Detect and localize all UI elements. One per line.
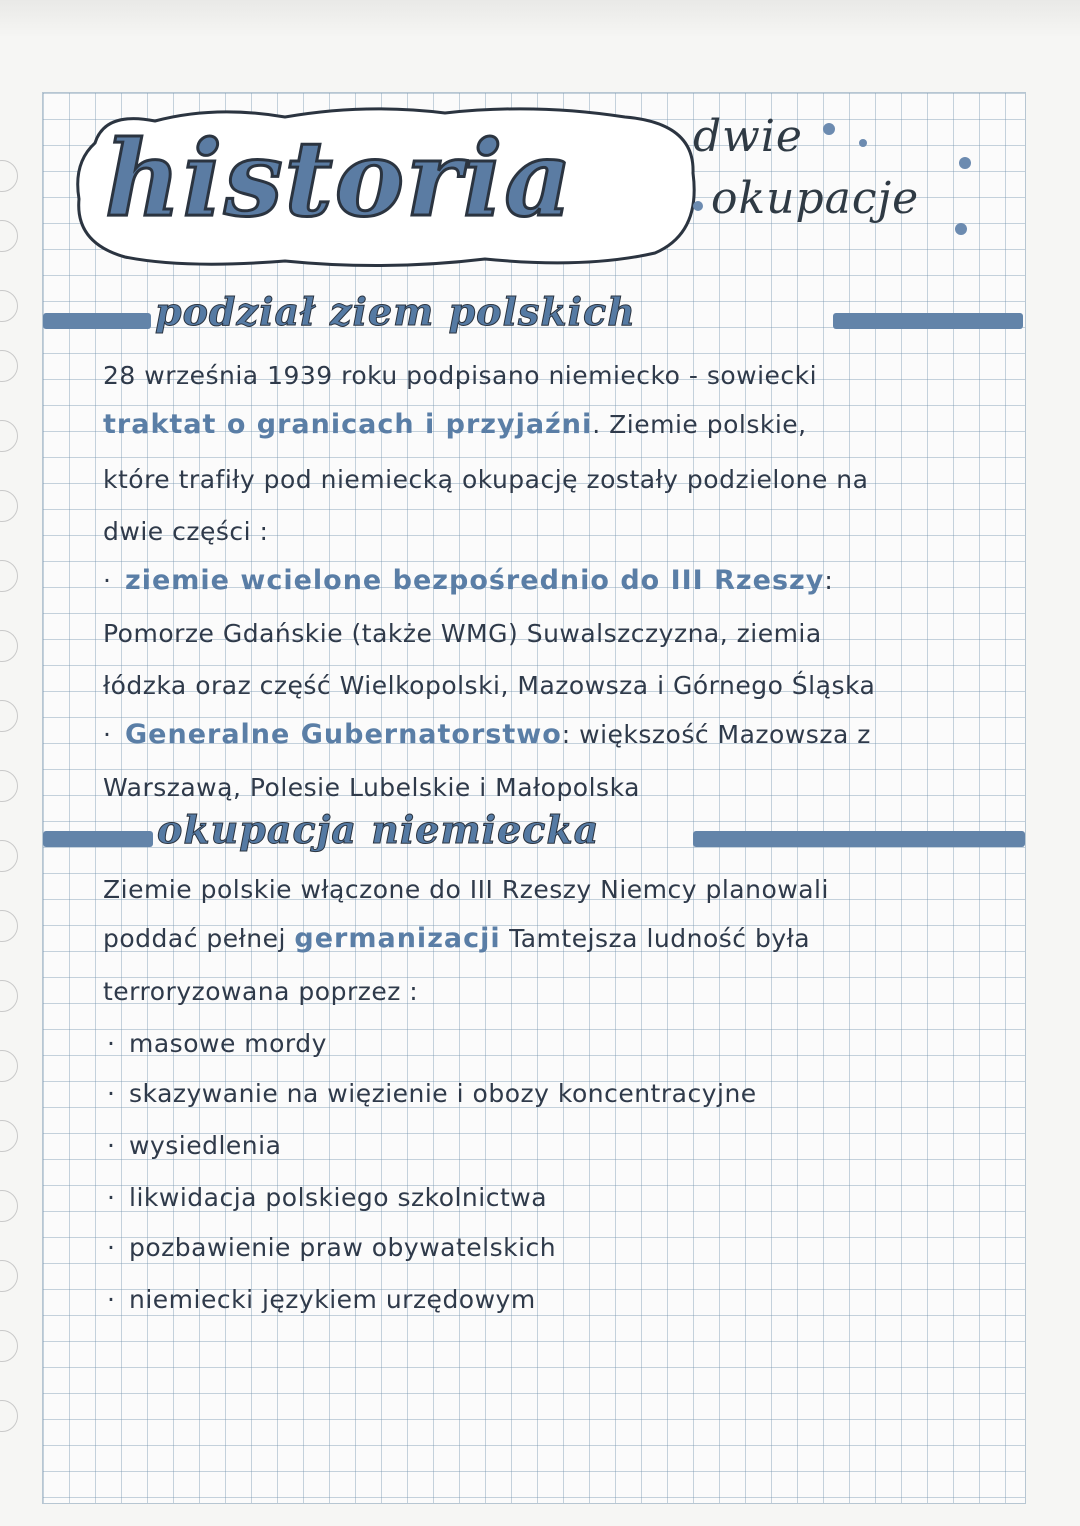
text-span: . Ziemie polskie,	[592, 410, 807, 439]
page-title-block	[65, 103, 705, 271]
bullet-dot: ·	[107, 1233, 116, 1262]
text-line: terroryzowana poprzez :	[103, 977, 419, 1006]
binder-hole	[0, 160, 18, 192]
binder-hole	[0, 290, 18, 322]
text-line: które trafiły pod niemiecką okupację zostały podzielone na	[103, 465, 869, 494]
binder-hole	[0, 560, 18, 592]
section-header-okupacja	[43, 807, 1025, 869]
text-line: Ziemie polskie włączone do III Rzeszy Niemcy planowali	[103, 875, 829, 904]
binder-hole	[0, 910, 18, 942]
binder-hole	[0, 630, 18, 662]
text-span: : większość Mazowsza z	[561, 720, 871, 749]
list-item-text: wysiedlenia	[129, 1131, 282, 1160]
list-item	[107, 1131, 281, 1160]
page-title: historia	[105, 117, 574, 240]
decorative-dot	[959, 157, 971, 169]
section-header-podzial	[43, 289, 1025, 351]
highlight-term: traktat o granicach i przyjaźni	[103, 409, 593, 440]
text-span: :	[824, 566, 834, 595]
bullet-dot: ·	[107, 1029, 116, 1058]
bullet-dot: ·	[103, 566, 112, 595]
text-line: łódzka oraz część Wielkopolski, Mazowsza i Górnego Śląska	[103, 671, 876, 700]
bullet-line	[103, 565, 833, 596]
bullet-dot: ·	[107, 1183, 116, 1212]
subtitle-line-2: okupacje	[711, 173, 920, 224]
list-item	[107, 1079, 757, 1108]
list-item	[107, 1183, 547, 1212]
list-item-text: niemiecki językiem urzędowym	[129, 1285, 536, 1314]
list-item	[107, 1029, 327, 1058]
bullet-dot: ·	[107, 1079, 116, 1108]
text-line	[103, 409, 807, 440]
section-title: okupacja niemiecka	[157, 807, 600, 852]
list-item-text: masowe mordy	[129, 1029, 327, 1058]
binder-hole	[0, 1260, 18, 1292]
highlight-term: germanizacji	[294, 923, 501, 954]
list-item-text: likwidacja polskiego szkolnictwa	[129, 1183, 548, 1212]
grid-paper-sheet	[42, 92, 1026, 1504]
highlight-term: Generalne Gubernatorstwo	[125, 719, 562, 750]
binder-hole	[0, 420, 18, 452]
binder-hole	[0, 840, 18, 872]
list-item	[107, 1285, 536, 1314]
list-item-text: skazywanie na więzienie i obozy koncentracyjne	[129, 1079, 757, 1108]
section-bar-left	[43, 313, 151, 329]
text-line: 28 września 1939 roku podpisano niemiecko - sowiecki	[103, 361, 818, 390]
text-span: poddać pełnej	[103, 924, 286, 953]
binder-hole	[0, 770, 18, 802]
binder-hole	[0, 980, 18, 1012]
text-line	[103, 923, 810, 954]
text-line: dwie części :	[103, 517, 269, 546]
bullet-dot: ·	[107, 1285, 116, 1314]
binder-hole	[0, 1330, 18, 1362]
binder-hole	[0, 1050, 18, 1082]
binder-hole	[0, 700, 18, 732]
section-bar-right	[693, 831, 1025, 847]
binder-hole	[0, 350, 18, 382]
bullet-line	[103, 719, 871, 750]
decorative-dot	[859, 139, 867, 147]
section-title: podział ziem polskich	[155, 289, 636, 334]
highlight-term: ziemie wcielone bezpośrednio do III Rzeszy	[125, 565, 825, 596]
text-span: Tamtejsza ludność była	[509, 924, 811, 953]
text-line: Warszawą, Polesie Lubelskie i Małopolska	[103, 773, 640, 802]
decorative-dot	[693, 201, 703, 211]
subtitle-line-1: dwie	[693, 111, 803, 162]
scan-top-edge	[0, 0, 1080, 38]
bullet-dot: ·	[107, 1131, 116, 1160]
list-item-text: pozbawienie praw obywatelskich	[129, 1233, 557, 1262]
binder-hole	[0, 490, 18, 522]
binder-hole	[0, 1400, 18, 1432]
decorative-dot	[955, 223, 967, 235]
text-line: Pomorze Gdańskie (także WMG) Suwalszczyzna, ziemia	[103, 619, 822, 648]
section-bar-right	[833, 313, 1023, 329]
binder-holes	[0, 120, 40, 1500]
bullet-dot: ·	[103, 720, 112, 749]
binder-hole	[0, 1190, 18, 1222]
decorative-dot	[823, 123, 835, 135]
binder-hole	[0, 220, 18, 252]
section-bar-left	[43, 831, 153, 847]
list-item	[107, 1233, 556, 1262]
binder-hole	[0, 1120, 18, 1152]
